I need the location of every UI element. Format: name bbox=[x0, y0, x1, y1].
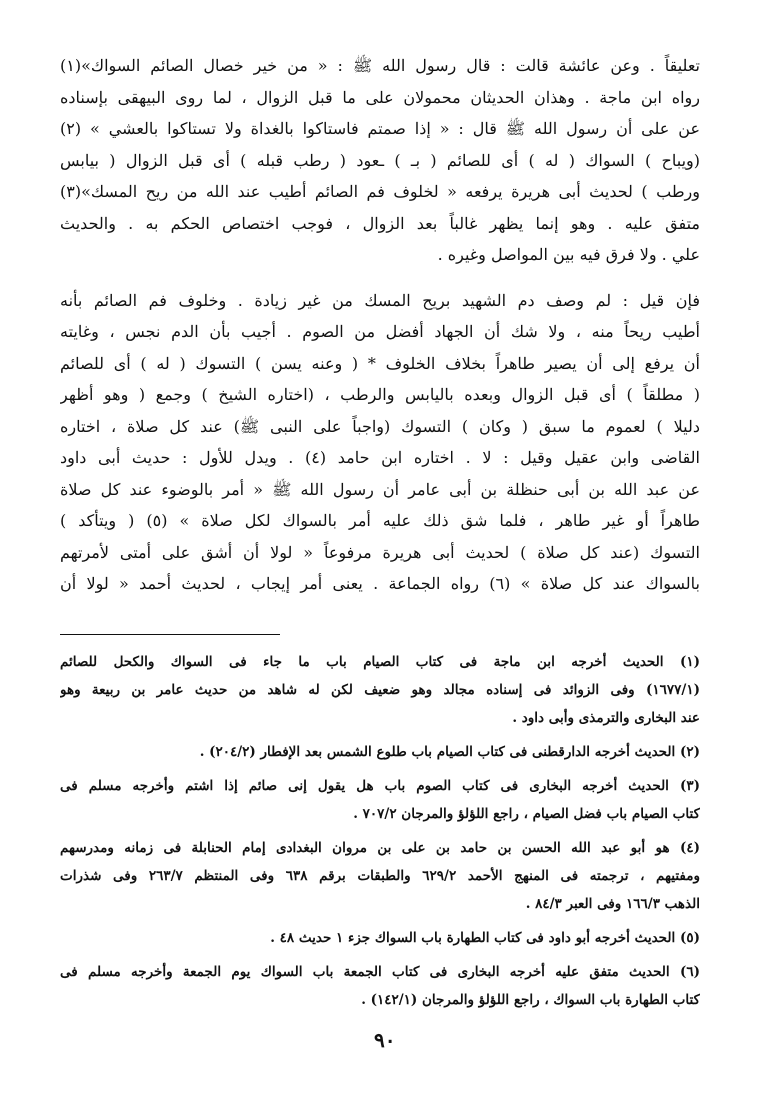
footnote-separator bbox=[60, 634, 280, 635]
footnote-line: (٣) الحديث أخرجه البخارى فى كتاب الصوم باب هل يقول إنى صائم إذا اشتم وأخرجه مسلم فى bbox=[60, 778, 700, 794]
text-line: فإن قيل : لم وصف دم الشهيد بريح المسك من غير زيادة . وخلوف فم الصائم بأنه bbox=[60, 290, 700, 310]
footnote-line: (٥) الحديث أخرجه أبو داود فى كتاب الطهارة باب السواك جزء ١ حديث ٤٨ . bbox=[270, 930, 700, 946]
text-line: أن يرفع إلى أن يصير طاهراً بخلاف الخلوف * ( وعنه يسن ) التسوك ( له ) أى للصائم bbox=[60, 353, 700, 373]
text-line: أطيب ريحاً منه ، ولا شك أن الجهاد أفضل من الصوم . أجيب بأن الدم نجس ، وغايته bbox=[60, 322, 700, 341]
footnote-line: ومفتيهم ، ترجمته فى المنهج الأحمد ٦٢٩/٢ والطبقات برقم ٦٣٨ وفى المنتظم ٢٦٣/٧ وفى شذرات bbox=[60, 868, 700, 884]
text-line: دليلا ) لعموم ما سبق ( وكان ) التسوك (واجباً على النبى ﷺ) عند كل صلاة ، اختاره bbox=[60, 416, 700, 436]
text-line: عن عبد الله بن أبى حنظلة بن أبى عامر أن رسول الله ﷺ « أمر بالوضوء عند كل صلاة bbox=[60, 479, 700, 499]
text-line: ( مطلقاً ) أى قبل الزوال وبعده باليابس والرطب ، (اختاره الشيخ ) وجمع ( وهو أظهر bbox=[60, 385, 700, 404]
text-line: (ويباح ) السواك ( له ) أى للصائم ( بـ ) ـعود ( رطب قبله ) أى قبل الزوال ( بيابس bbox=[60, 150, 700, 170]
footnote-line: الذهب ١٦٦/٣ وفى العبر ٨٤/٣ . bbox=[525, 896, 700, 912]
footnote-line: (٢) الحديث أخرجه الدارقطنى فى كتاب الصيام باب طلوع الشمس بعد الإفطار (٢٠٤/٢) . bbox=[199, 744, 700, 760]
text-line: رواه ابن ماجة . وهذان الحديثان محمولان على ما قبل الزوال ، لما روى البيهقى بإسناده bbox=[60, 87, 700, 107]
footnote-line: (١) الحديث أخرجه ابن ماجة فى كتاب الصيام باب ما جاء فى السواك والكحل للصائم bbox=[60, 654, 700, 670]
footnotes bbox=[60, 648, 700, 1014]
text-line: التسوك (عند كل صلاة ) لحديث أبى هريرة مرفوعاً « لولا أن أشق على أمتى لأمرتهم bbox=[60, 542, 700, 562]
main-text-block bbox=[60, 50, 700, 600]
text-line: بالسواك عند كل صلاة » (٦) رواه الجماعة . يعنى أمر إيجاب ، لحديث أحمد « لولا أن bbox=[60, 574, 700, 593]
text-line: عن على أن رسول الله ﷺ قال : « إذا صمتم فاستاكوا بالغداة ولا تستاكوا بالعشي » (٢) bbox=[60, 119, 700, 138]
text-line: طاهراً أو غير طاهر ، فلما شق ذلك عليه أمر بالسواك لكل صلاة » (٥) ( ويتأكد ) bbox=[60, 511, 700, 530]
text-line: علي . ولا فرق فيه بين المواصل وغيره . bbox=[437, 245, 700, 264]
page-number: ٩٠ bbox=[374, 1028, 396, 1052]
footnote-line: (١٦٧٧/١) وفى الزوائد فى إسناده مجالد وهو ضعيف لكن له شاهد من حديث عامر بن ربيعة وهو bbox=[60, 682, 700, 698]
footnote-line: كتاب الطهارة باب السواك ، راجع اللؤلؤ والمرجان (١٤٢/١) . bbox=[361, 992, 700, 1008]
text-line: متفق عليه . وهو إنما يظهر غالباً بعد الزوال ، فوجب اختصاص الحكم به . والحديث bbox=[60, 213, 700, 233]
footnote-line: (٦) الحديث متفق عليه أخرجه البخارى فى كتاب الجمعة باب السواك يوم الجمعة وأخرجه مسلم فى bbox=[60, 964, 700, 980]
text-line: ورطب ) لحديث أبى هريرة يرفعه « لخلوف فم الصائم أطيب عند الله من ريح المسك»(٣) bbox=[60, 182, 700, 201]
text-line: القاضى وابن عقيل وقيل : لا . اختاره ابن حامد (٤) . ويدل للأول : حديث أبى داود bbox=[60, 448, 700, 467]
text-line: تعليقاً . وعن عائشة قالت : قال رسول الله ﷺ : « من خير خصال الصائم السواك»(١) bbox=[60, 56, 700, 75]
footnote-line: (٤) هو أبو عبد الله الحسن بن حامد بن على بن مروان البغدادى إمام الحنابلة فى زمانه ومدرسهم bbox=[60, 840, 700, 856]
footnote-line: عند البخارى والترمذى وأبى داود . bbox=[512, 710, 700, 726]
footnote-line: كتاب الصيام باب فضل الصيام ، راجع اللؤلؤ والمرجان ٧٠٧/٢ . bbox=[353, 806, 700, 822]
main-text bbox=[60, 50, 700, 600]
paragraph-gap bbox=[60, 271, 700, 285]
